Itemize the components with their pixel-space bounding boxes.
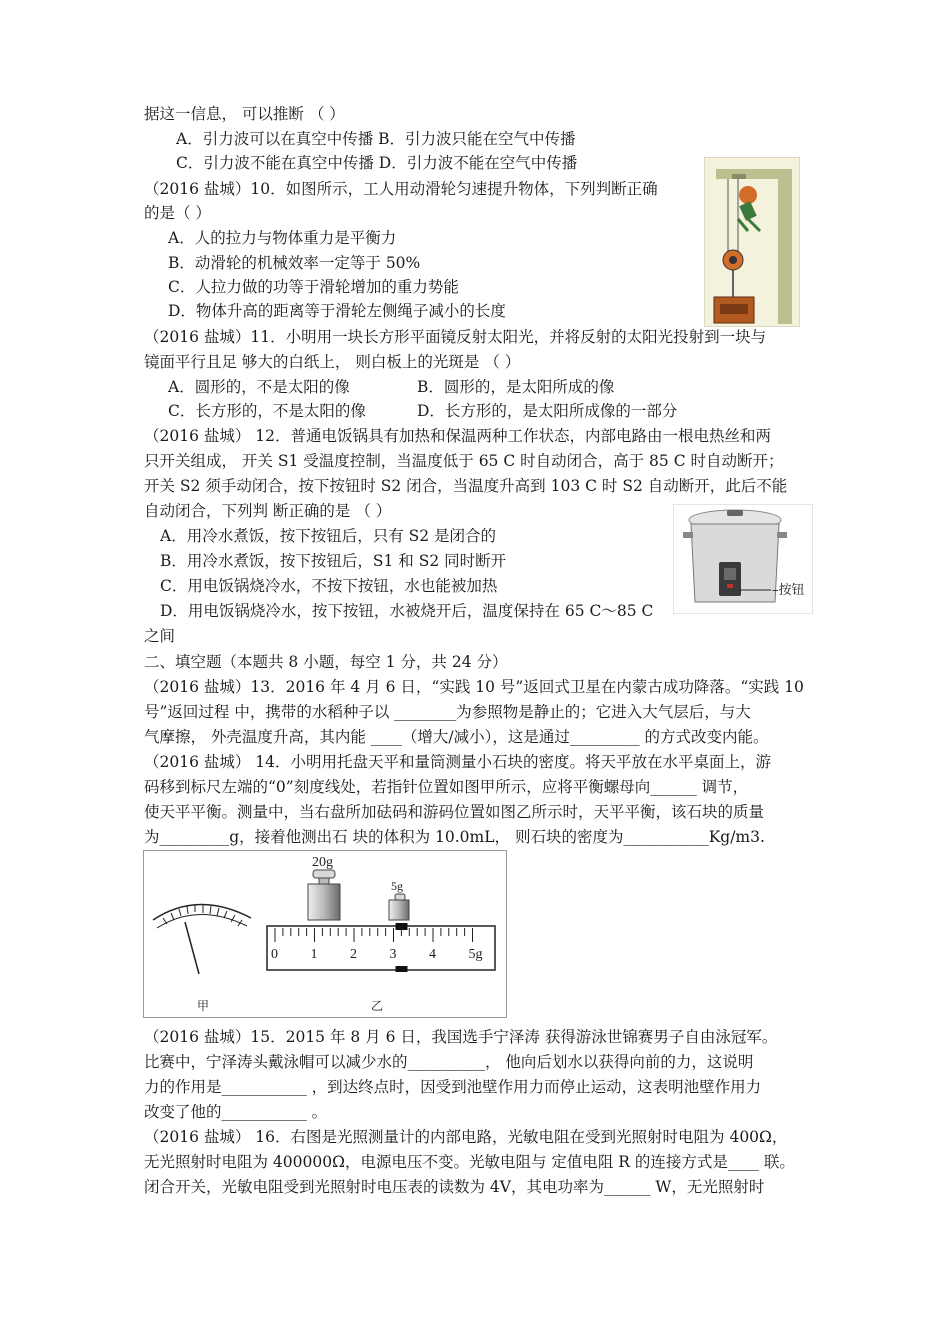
pulley-figure	[704, 157, 800, 327]
q11-option-c: C．长方形的，不是太阳的像	[168, 402, 366, 420]
q11-stem-line2: 镜面平行且足 够大的白纸上， 则白板上的光斑是 （ ）	[144, 353, 521, 371]
label-jia: 甲	[197, 999, 210, 1013]
button-label-text: 按钮	[778, 583, 805, 598]
q14-line2: 码移到标尺左端的“0”刻度线处，若指针位置如图甲所示，应将平衡螺母向______ 调节，	[144, 778, 749, 796]
label-yi: 乙	[371, 999, 384, 1013]
section-2-heading: 二、填空题（本题共 8 小题，每空 1 分，共 24 分）	[144, 653, 508, 671]
q9-options-ab: A．引力波可以在真空中传播 B．引力波只能在空气中传播	[176, 130, 576, 148]
q10-option-b: B．动滑轮的机械效率一定等于 50%	[168, 254, 421, 272]
q13-line2: 号”返回过程 中，携带的水稻种子以 ________为参照物是静止的；它进入大气层后，与大	[144, 703, 751, 721]
q13-line1: （2016 盐城）13．2016 年 4 月 6 日，“实践 10 号”返回式卫星在内蒙古成功降落。“实践 10	[144, 678, 804, 696]
scale-number: 5g	[468, 947, 483, 962]
q12-option-b: B．用冷水煮饭，按下按钮后，S1 和 S2 同时断开	[160, 552, 507, 570]
q12-option-c: C．用电饭锅烧冷水，不按下按钮，水也能被加热	[160, 577, 498, 595]
q12-option-d: D．用电饭锅烧冷水，按下按钮，水被烧开后，温度保持在 65 C～85 C	[160, 602, 654, 620]
q14-line4: 为_________g，接着他测出石 块的体积为 10.0mL， 则石块的密度为___________Kg/m3.	[144, 828, 765, 846]
balance-figure	[143, 850, 507, 1018]
q11-option-a: A．圆形的，不是太阳的像	[168, 378, 350, 396]
q10-option-d: D．物体升高的距离等于滑轮左侧绳子减小的长度	[168, 302, 506, 320]
rider-bottom	[396, 966, 408, 972]
weight-20g-label: 20g	[312, 855, 333, 870]
q11-option-d: D．长方形的，是太阳所成像的一部分	[417, 402, 678, 420]
q15-line2: 比赛中，宁泽涛头戴泳帽可以减少水的__________， 他向后划水以获得向前的力，这说明	[144, 1053, 754, 1071]
q10-option-c: C．人拉力做的功等于滑轮增加的重力势能	[168, 278, 459, 296]
button-label: –按钮	[772, 583, 805, 598]
scale-number: 1	[310, 947, 318, 962]
q9-options-cd: C．引力波不能在真空中传播 D．引力波不能在空气中传播	[176, 154, 578, 172]
q14-line3: 使天平平衡。测量中，当右盘所加砝码和游码位置如图乙所示时，天平平衡，该石块的质量	[144, 803, 765, 821]
q10-stem-line1: （2016 盐城）10．如图所示，工人用动滑轮匀速提升物体，下列判断正确	[144, 180, 658, 198]
q12-stem-line4: 自动闭合，下列判 断正确的是 （ ）	[144, 502, 392, 520]
q16-line3: 闭合开关，光敏电阻受到光照射时电压表的读数为 4V，其电功率为______ W，无光照射时	[144, 1178, 765, 1196]
scale-number: 2	[350, 947, 357, 962]
q9-stem: 据这一信息， 可以推断 （ ）	[144, 105, 345, 123]
rider-top	[396, 923, 408, 930]
q10-option-a: A．人的拉力与物体重力是平衡力	[168, 229, 397, 247]
q16-line1: （2016 盐城） 16．右图是光照测量计的内部电路，光敏电阻在受到光照射时电阻为 400Ω，	[144, 1128, 788, 1146]
q12-stem-line1: （2016 盐城） 12．普通电饭锅具有加热和保温两种工作状态，内部电路由一根电热丝和两	[144, 427, 772, 445]
scale-number: 3	[389, 947, 397, 962]
q14-line1: （2016 盐城） 14．小明用托盘天平和量筒测量小石块的密度。将天平放在水平桌面上，游	[144, 753, 772, 771]
q12-stem-line3: 开关 S2 须手动闭合，按下按钮时 S2 闭合，当温度升高到 103 C 时 S2 自动断开，此后不能	[144, 477, 788, 495]
q11-stem-line1: （2016 盐城）11．小明用一块长方形平面镜反射太阳光，并将反射的太阳光投射到一块与	[144, 328, 767, 346]
q12-stem-line2: 只开关组成， 开关 S1 受温度控制，当温度低于 65 C 时自动闭合，高于 85 C 时自动断开；	[144, 452, 784, 470]
q13-line3: 气摩擦， 外壳温度升高，其内能 ____（增大/减小），这是通过_________ 的方式改变内能。	[144, 728, 769, 746]
scale-number: 0	[271, 947, 278, 962]
q12-option-d-tail: 之间	[144, 627, 176, 645]
q15-line3: 力的作用是___________ ，到达终点时，因受到池壁作用力而停止运动，这表明池壁作用力	[144, 1078, 762, 1096]
q11-option-b: B．圆形的，是太阳所成的像	[417, 378, 615, 396]
q12-option-a: A．用冷水煮饭，按下按钮后，只有 S2 是闭合的	[160, 527, 497, 545]
weight-5g-label: 5g	[391, 879, 403, 893]
q10-stem-line2: 的是（ ）	[144, 204, 211, 222]
rider-scale	[267, 926, 495, 970]
q15-line4: 改变了他的___________ 。	[144, 1103, 328, 1121]
q16-line2: 无光照射时电阻为 400000Ω，电源电压不变。光敏电阻与 定值电阻 R 的连接方式是____ 联。	[144, 1153, 795, 1171]
q15-line1: （2016 盐城）15．2015 年 8 月 6 日，我国选手宁泽涛 获得游泳世锦赛男子自由泳冠军。	[144, 1028, 778, 1046]
scale-number: 4	[429, 947, 436, 962]
